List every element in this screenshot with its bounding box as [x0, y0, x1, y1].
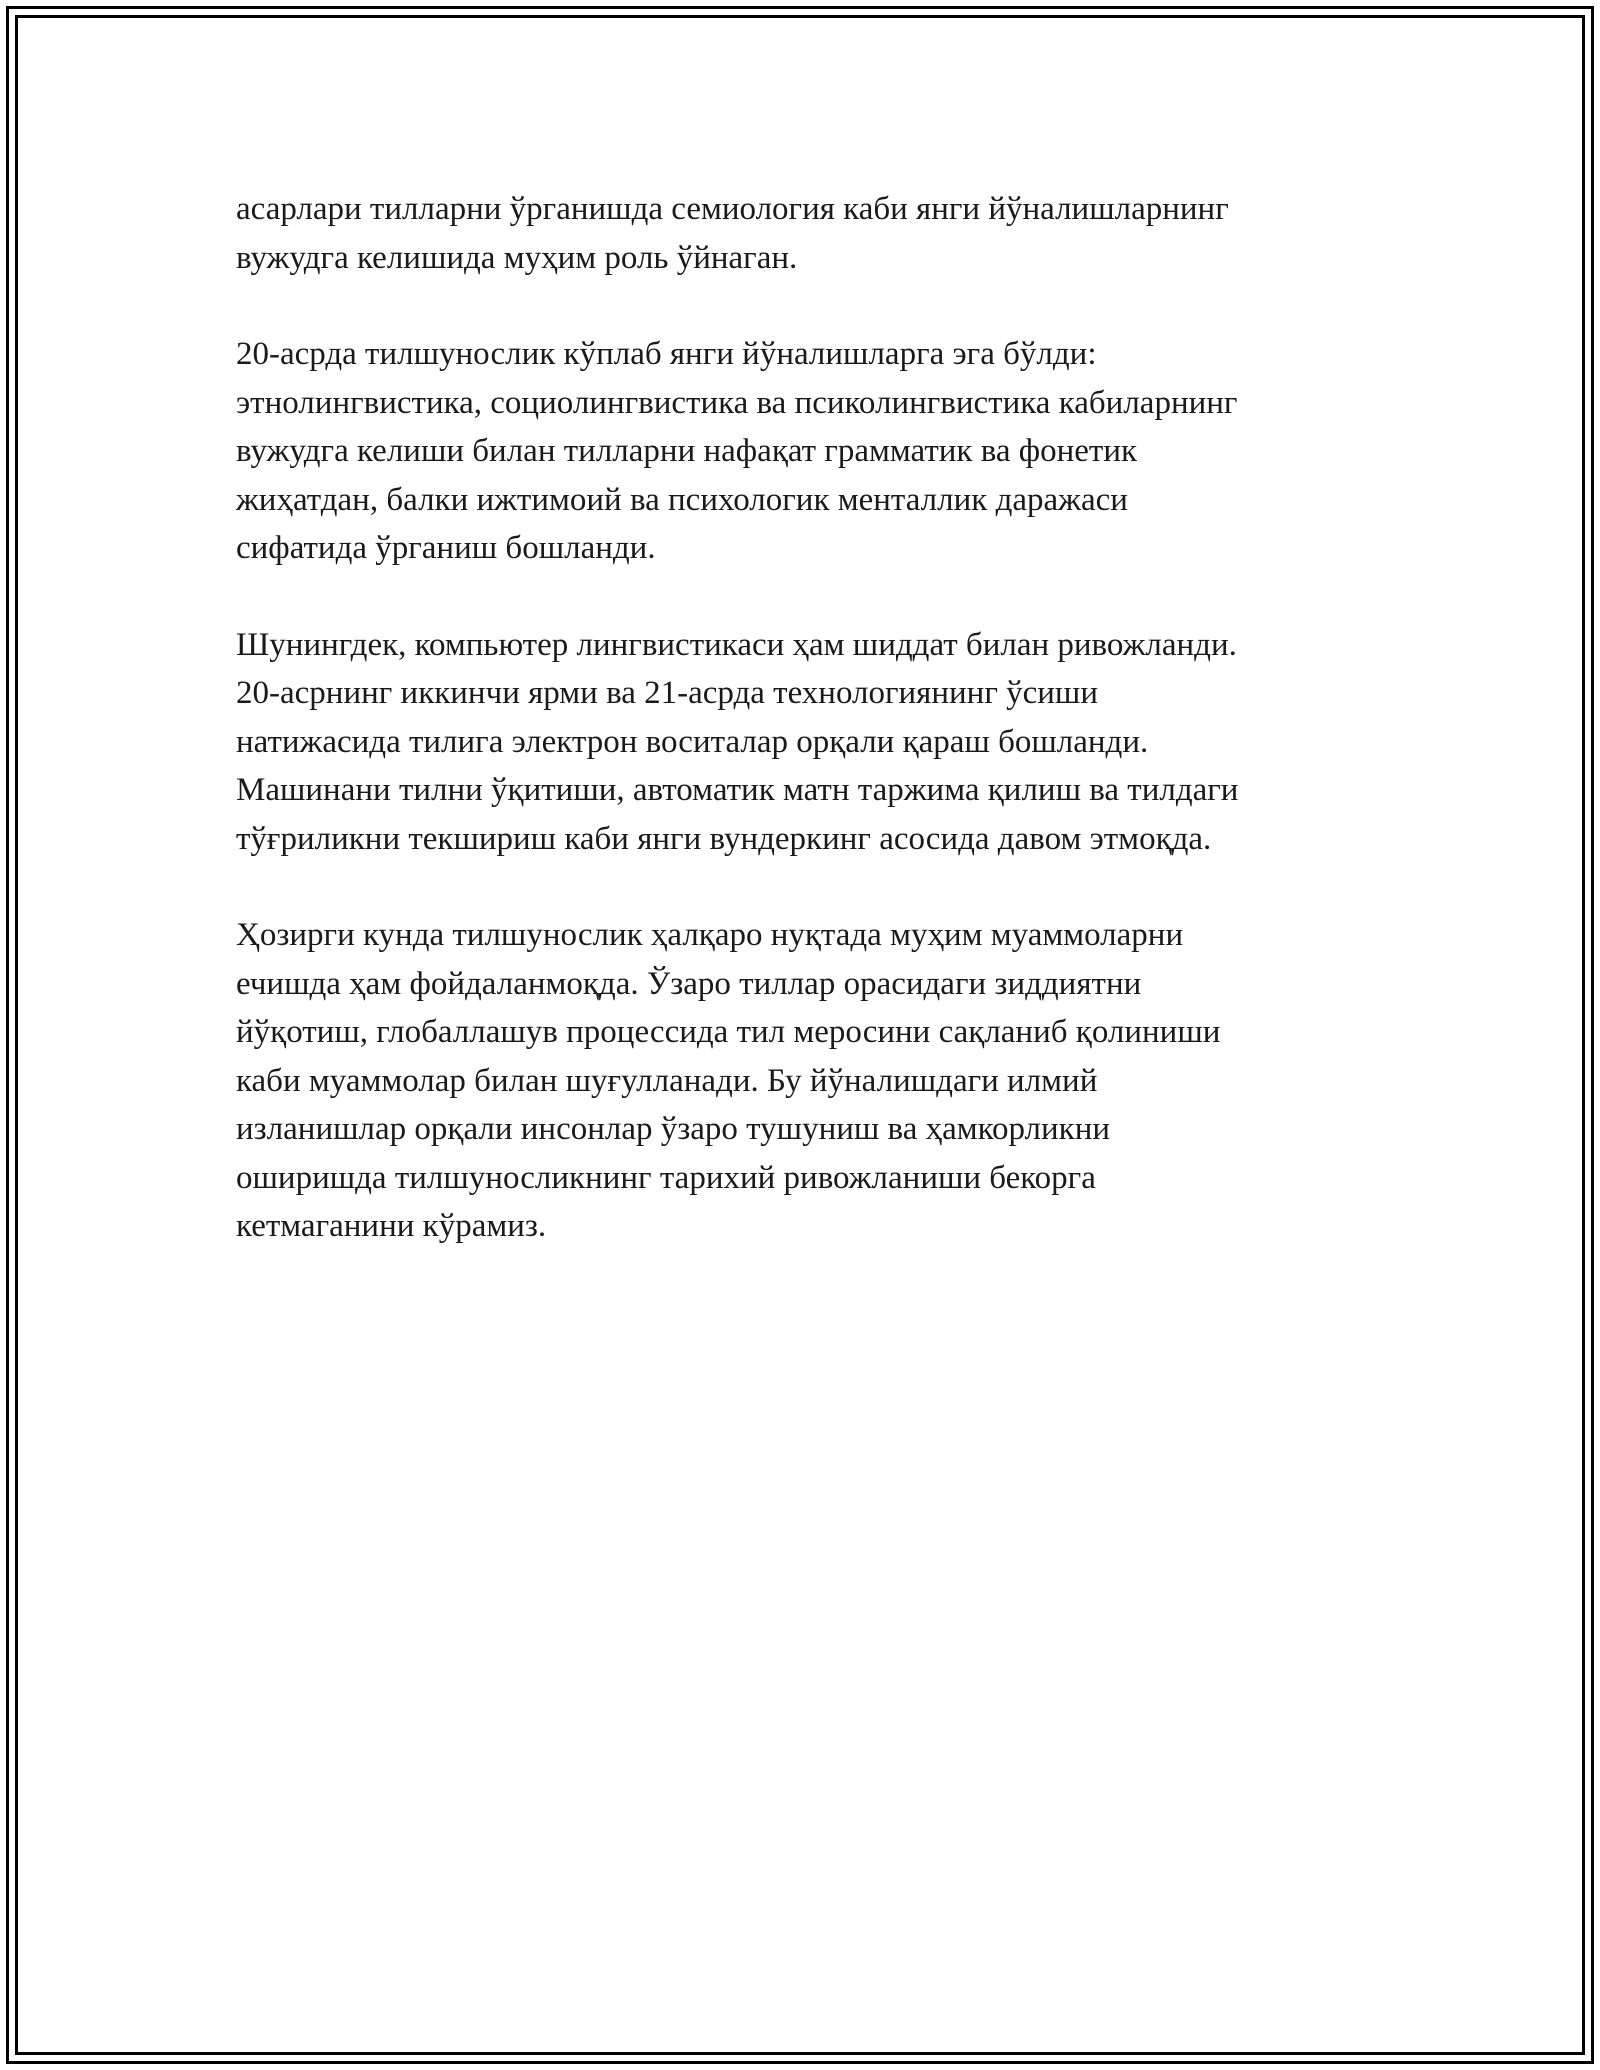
text-line: жиҳатдан, балки ижтимоий ва психологик менталлик даражаси — [236, 481, 1128, 518]
text-line: оширишда тилшуносликнинг тарихий ривожланиши бекорга — [236, 1159, 1096, 1196]
text-line: асарлари тилларни ўрганишда семиология каби янги йўналишларнинг — [236, 191, 1229, 227]
document-body — [236, 185, 1386, 1299]
text-line: 20-асрда тилшунослик кўплаб янги йўналишларга эга бўлди: — [236, 336, 1097, 372]
text-line: йўқотиш, глобаллашув процессида тил меросини сақланиб қолиниши — [236, 1014, 1221, 1050]
text-line: изланишлар орқали инсонлар ўзаро тушуниш ва ҳамкорликни — [236, 1111, 1111, 1147]
text-line: Ҳозирги кунда тилшунослик ҳалқаро нуқтада муҳим муаммоларни — [236, 917, 1184, 953]
text-line: вужудга келиши билан тилларни нафақат грамматик ва фонетик — [236, 433, 1138, 469]
paragraph-3 — [236, 621, 1386, 864]
text-line: каби муаммолар билан шуғулланади. Бу йўналишдаги илмий — [236, 1062, 1098, 1099]
text-line: тўғриликни текшириш каби янги вундеркинг асосида давом этмоқда. — [236, 820, 1212, 857]
text-line: вужудга келишида муҳим роль ўйнаган. — [236, 239, 798, 276]
text-line: натижасида тилига электрон воситалар орқали қараш бошланди. — [236, 723, 1149, 760]
text-line: Шунингдек, компьютер лингвистикаси ҳам шиддат билан ривожланди. — [236, 626, 1237, 663]
text-line: этнолингвистика, социолингвистика ва псиколингвистика кабиларнинг — [236, 384, 1238, 421]
paragraph-1 — [236, 185, 1386, 282]
text-line: 20-асрнинг иккинчи ярми ва 21-асрда технологиянинг ўсиши — [236, 675, 1098, 711]
text-line: кетмаганини кўрамиз. — [236, 1208, 547, 1244]
text-line: сифатида ўрганиш бошланди. — [236, 530, 656, 566]
text-line: ечишда ҳам фойдаланмоқда. Ўзаро тиллар орасидаги зиддиятни — [236, 965, 1142, 1002]
text-line: Машинани тилни ўқитиши, автоматик матн таржима қилиш ва тилдаги — [236, 772, 1239, 808]
paragraph-2 — [236, 330, 1386, 573]
paragraph-4 — [236, 911, 1386, 1251]
